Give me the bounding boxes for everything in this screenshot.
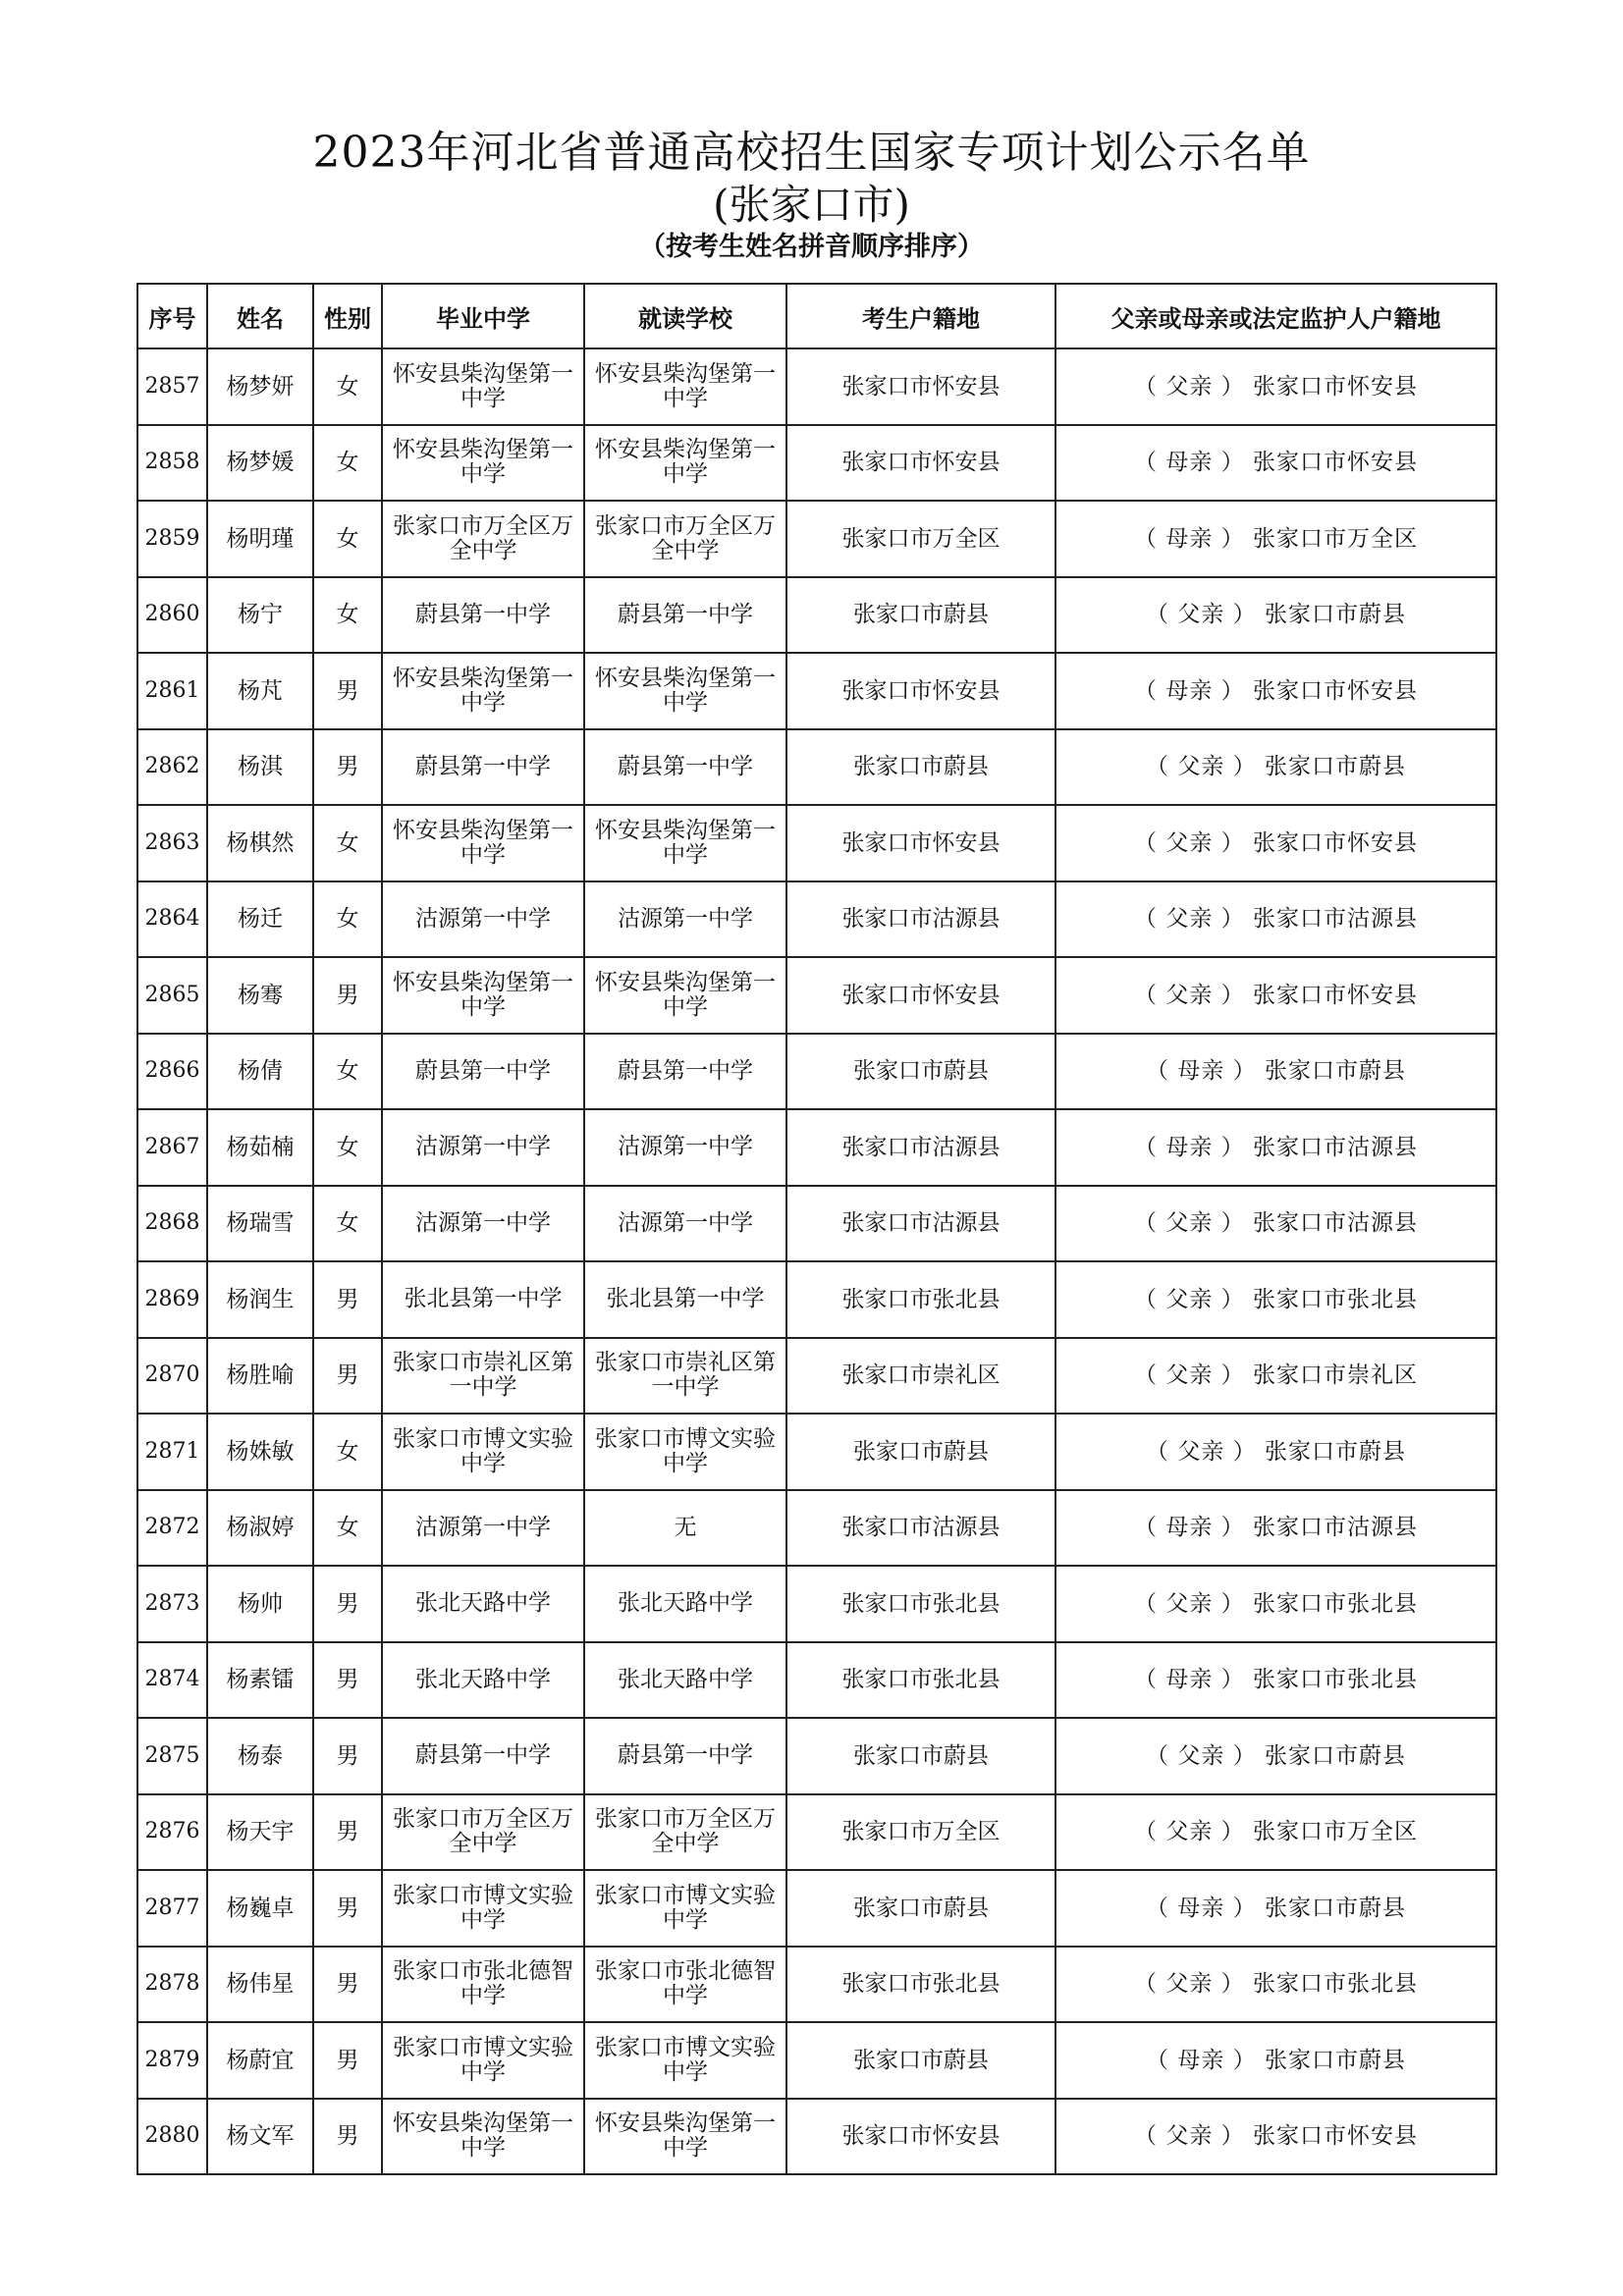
cell-graduated-school: 怀安县柴沟堡第一中学 [382, 348, 584, 425]
cell-current-school: 张家口市万全区万全中学 [584, 501, 786, 577]
cell-hukou: 张家口市蔚县 [786, 1034, 1055, 1110]
cell-hukou: 张家口市张北县 [786, 1642, 1055, 1719]
cell-sex: 女 [313, 805, 382, 881]
cell-graduated-school: 张北天路中学 [382, 1566, 584, 1642]
cell-current-school: 蔚县第一中学 [584, 1718, 786, 1794]
cell-current-school: 怀安县柴沟堡第一中学 [584, 957, 786, 1034]
cell-current-school: 张家口市张北德智中学 [584, 1947, 786, 2023]
cell-no: 2857 [137, 348, 207, 425]
cell-graduated-school: 蔚县第一中学 [382, 1718, 584, 1794]
cell-no: 2858 [137, 425, 207, 502]
cell-hukou: 张家口市万全区 [786, 501, 1055, 577]
table-row [137, 1794, 1496, 1871]
cell-hukou: 张家口市蔚县 [786, 1414, 1055, 1490]
cell-name: 杨棋然 [207, 805, 313, 881]
cell-no: 2880 [137, 2099, 207, 2175]
cell-guardian-hukou: （ 父亲 ） 张家口市沽源县 [1055, 1186, 1496, 1262]
cell-graduated-school: 怀安县柴沟堡第一中学 [382, 653, 584, 729]
cell-guardian-hukou: （ 父亲 ） 张家口市崇礼区 [1055, 1338, 1496, 1415]
cell-name: 杨泰 [207, 1718, 313, 1794]
cell-sex: 男 [313, 653, 382, 729]
cell-guardian-hukou: （ 父亲 ） 张家口市沽源县 [1055, 881, 1496, 958]
cell-sex: 男 [313, 729, 382, 806]
cell-name: 杨淑婷 [207, 1490, 313, 1567]
cell-current-school: 张家口市万全区万全中学 [584, 1794, 786, 1871]
cell-current-school: 张家口市崇礼区第一中学 [584, 1338, 786, 1415]
cell-current-school: 张家口市博文实验中学 [584, 1870, 786, 1947]
cell-no: 2860 [137, 577, 207, 654]
cell-no: 2878 [137, 1947, 207, 2023]
cell-guardian-hukou: （ 父亲 ） 张家口市张北县 [1055, 1566, 1496, 1642]
table-row [137, 1566, 1496, 1642]
cell-no: 2864 [137, 881, 207, 958]
student-list-table [136, 283, 1497, 2175]
cell-hukou: 张家口市怀安县 [786, 2099, 1055, 2175]
cell-name: 杨梦媛 [207, 425, 313, 502]
table-row [137, 729, 1496, 806]
cell-guardian-hukou: （ 父亲 ） 张家口市怀安县 [1055, 2099, 1496, 2175]
cell-graduated-school: 张北县第一中学 [382, 1261, 584, 1338]
cell-hukou: 张家口市怀安县 [786, 348, 1055, 425]
cell-sex: 女 [313, 1414, 382, 1490]
cell-name: 杨伟星 [207, 1947, 313, 2023]
cell-no: 2873 [137, 1566, 207, 1642]
cell-no: 2865 [137, 957, 207, 1034]
table-row [137, 348, 1496, 425]
cell-no: 2879 [137, 2022, 207, 2099]
cell-graduated-school: 张家口市万全区万全中学 [382, 501, 584, 577]
cell-hukou: 张家口市怀安县 [786, 805, 1055, 881]
cell-name: 杨天宇 [207, 1794, 313, 1871]
cell-sex: 男 [313, 1870, 382, 1947]
cell-no: 2861 [137, 653, 207, 729]
cell-sex: 女 [313, 348, 382, 425]
table-row [137, 653, 1496, 729]
cell-sex: 男 [313, 1566, 382, 1642]
cell-current-school: 蔚县第一中学 [584, 1034, 786, 1110]
sort-note: （按考生姓名拼音顺序排序） [639, 232, 984, 262]
cell-guardian-hukou: （ 母亲 ） 张家口市蔚县 [1055, 1870, 1496, 1947]
cell-graduated-school: 沽源第一中学 [382, 1186, 584, 1262]
cell-guardian-hukou: （ 父亲 ） 张家口市蔚县 [1055, 729, 1496, 806]
cell-current-school: 怀安县柴沟堡第一中学 [584, 805, 786, 881]
cell-sex: 男 [313, 1794, 382, 1871]
cell-guardian-hukou: （ 母亲 ） 张家口市万全区 [1055, 501, 1496, 577]
cell-current-school: 沽源第一中学 [584, 881, 786, 958]
cell-no: 2874 [137, 1642, 207, 1719]
table-row [137, 425, 1496, 502]
cell-name: 杨迁 [207, 881, 313, 958]
header-name: 姓名 [207, 284, 313, 348]
header-guardian-hukou: 父亲或母亲或法定监护人户籍地 [1055, 284, 1496, 348]
table-row [137, 1947, 1496, 2023]
cell-current-school: 怀安县柴沟堡第一中学 [584, 425, 786, 502]
cell-sex: 女 [313, 425, 382, 502]
cell-graduated-school: 张家口市博文实验中学 [382, 1870, 584, 1947]
cell-name: 杨梦妍 [207, 348, 313, 425]
cell-name: 杨骞 [207, 957, 313, 1034]
cell-sex: 男 [313, 1947, 382, 2023]
table-row [137, 1186, 1496, 1262]
cell-guardian-hukou: （ 母亲 ） 张家口市蔚县 [1055, 1034, 1496, 1110]
cell-name: 杨芃 [207, 653, 313, 729]
cell-hukou: 张家口市崇礼区 [786, 1338, 1055, 1415]
cell-guardian-hukou: （ 母亲 ） 张家口市蔚县 [1055, 2022, 1496, 2099]
table-row [137, 577, 1496, 654]
cell-name: 杨倩 [207, 1034, 313, 1110]
cell-graduated-school: 张家口市博文实验中学 [382, 1414, 584, 1490]
table-row [137, 1490, 1496, 1567]
cell-name: 杨淇 [207, 729, 313, 806]
cell-sex: 男 [313, 1338, 382, 1415]
cell-current-school: 怀安县柴沟堡第一中学 [584, 653, 786, 729]
cell-name: 杨帅 [207, 1566, 313, 1642]
cell-sex: 男 [313, 957, 382, 1034]
cell-current-school: 张北天路中学 [584, 1642, 786, 1719]
page-subtitle: (张家口市) [713, 181, 910, 229]
cell-guardian-hukou: （ 父亲 ） 张家口市张北县 [1055, 1947, 1496, 2023]
cell-name: 杨胜喻 [207, 1338, 313, 1415]
cell-graduated-school: 怀安县柴沟堡第一中学 [382, 425, 584, 502]
cell-sex: 男 [313, 1718, 382, 1794]
table-row [137, 1414, 1496, 1490]
cell-hukou: 张家口市蔚县 [786, 1870, 1055, 1947]
cell-hukou: 张家口市蔚县 [786, 729, 1055, 806]
cell-graduated-school: 张家口市张北德智中学 [382, 1947, 584, 2023]
cell-hukou: 张家口市怀安县 [786, 653, 1055, 729]
cell-no: 2870 [137, 1338, 207, 1415]
cell-guardian-hukou: （ 母亲 ） 张家口市沽源县 [1055, 1109, 1496, 1186]
cell-current-school: 怀安县柴沟堡第一中学 [584, 2099, 786, 2175]
cell-hukou: 张家口市万全区 [786, 1794, 1055, 1871]
table-row [137, 1870, 1496, 1947]
cell-current-school: 张家口市博文实验中学 [584, 1414, 786, 1490]
cell-graduated-school: 蔚县第一中学 [382, 1034, 584, 1110]
table-row [137, 2022, 1496, 2099]
cell-name: 杨蔚宜 [207, 2022, 313, 2099]
cell-sex: 女 [313, 1109, 382, 1186]
cell-hukou: 张家口市沽源县 [786, 1490, 1055, 1567]
cell-guardian-hukou: （ 父亲 ） 张家口市张北县 [1055, 1261, 1496, 1338]
table-row [137, 805, 1496, 881]
cell-name: 杨宁 [207, 577, 313, 654]
cell-hukou: 张家口市蔚县 [786, 1718, 1055, 1794]
cell-sex: 男 [313, 2099, 382, 2175]
table-row [137, 1642, 1496, 1719]
cell-guardian-hukou: （ 父亲 ） 张家口市怀安县 [1055, 957, 1496, 1034]
cell-guardian-hukou: （ 母亲 ） 张家口市怀安县 [1055, 653, 1496, 729]
cell-guardian-hukou: （ 父亲 ） 张家口市蔚县 [1055, 577, 1496, 654]
cell-graduated-school: 怀安县柴沟堡第一中学 [382, 957, 584, 1034]
cell-hukou: 张家口市怀安县 [786, 425, 1055, 502]
cell-no: 2867 [137, 1109, 207, 1186]
cell-hukou: 张家口市沽源县 [786, 881, 1055, 958]
cell-guardian-hukou: （ 父亲 ） 张家口市蔚县 [1055, 1414, 1496, 1490]
cell-sex: 女 [313, 881, 382, 958]
cell-no: 2868 [137, 1186, 207, 1262]
cell-hukou: 张家口市沽源县 [786, 1109, 1055, 1186]
cell-name: 杨润生 [207, 1261, 313, 1338]
cell-sex: 女 [313, 501, 382, 577]
cell-no: 2875 [137, 1718, 207, 1794]
table-row [137, 881, 1496, 958]
cell-name: 杨瑞雪 [207, 1186, 313, 1262]
cell-guardian-hukou: （ 父亲 ） 张家口市怀安县 [1055, 805, 1496, 881]
cell-sex: 女 [313, 1034, 382, 1110]
header-hukou: 考生户籍地 [786, 284, 1055, 348]
table-row [137, 1718, 1496, 1794]
table-row [137, 1338, 1496, 1415]
table-header-row [137, 284, 1496, 348]
cell-hukou: 张家口市沽源县 [786, 1186, 1055, 1262]
cell-current-school: 沽源第一中学 [584, 1186, 786, 1262]
header-current-school: 就读学校 [584, 284, 786, 348]
cell-graduated-school: 蔚县第一中学 [382, 577, 584, 654]
cell-no: 2872 [137, 1490, 207, 1567]
cell-name: 杨明瑾 [207, 501, 313, 577]
cell-name: 杨茹楠 [207, 1109, 313, 1186]
header-sex: 性别 [313, 284, 382, 348]
cell-guardian-hukou: （ 父亲 ） 张家口市万全区 [1055, 1794, 1496, 1871]
cell-sex: 男 [313, 2022, 382, 2099]
table-row [137, 957, 1496, 1034]
cell-graduated-school: 怀安县柴沟堡第一中学 [382, 805, 584, 881]
cell-no: 2869 [137, 1261, 207, 1338]
cell-hukou: 张家口市蔚县 [786, 2022, 1055, 2099]
cell-no: 2862 [137, 729, 207, 806]
cell-name: 杨姝敏 [207, 1414, 313, 1490]
page-title: 2023年河北省普通高校招生国家专项计划公示名单 [312, 128, 1311, 178]
cell-hukou: 张家口市蔚县 [786, 577, 1055, 654]
cell-sex: 男 [313, 1642, 382, 1719]
cell-guardian-hukou: （ 母亲 ） 张家口市沽源县 [1055, 1490, 1496, 1567]
cell-current-school: 蔚县第一中学 [584, 577, 786, 654]
cell-guardian-hukou: （ 母亲 ） 张家口市张北县 [1055, 1642, 1496, 1719]
cell-hukou: 张家口市张北县 [786, 1566, 1055, 1642]
cell-graduated-school: 沽源第一中学 [382, 1490, 584, 1567]
table-row [137, 1261, 1496, 1338]
cell-no: 2866 [137, 1034, 207, 1110]
cell-graduated-school: 张家口市万全区万全中学 [382, 1794, 584, 1871]
cell-graduated-school: 沽源第一中学 [382, 1109, 584, 1186]
cell-graduated-school: 张北天路中学 [382, 1642, 584, 1719]
cell-name: 杨文军 [207, 2099, 313, 2175]
cell-current-school: 蔚县第一中学 [584, 729, 786, 806]
cell-guardian-hukou: （ 父亲 ） 张家口市蔚县 [1055, 1718, 1496, 1794]
table-row [137, 1034, 1496, 1110]
cell-guardian-hukou: （ 父亲 ） 张家口市怀安县 [1055, 348, 1496, 425]
cell-current-school: 沽源第一中学 [584, 1109, 786, 1186]
cell-sex: 女 [313, 1186, 382, 1262]
cell-current-school: 无 [584, 1490, 786, 1567]
cell-no: 2877 [137, 1870, 207, 1947]
cell-no: 2859 [137, 501, 207, 577]
cell-no: 2871 [137, 1414, 207, 1490]
table-row [137, 1109, 1496, 1186]
cell-hukou: 张家口市怀安县 [786, 957, 1055, 1034]
cell-name: 杨素镭 [207, 1642, 313, 1719]
cell-no: 2876 [137, 1794, 207, 1871]
cell-hukou: 张家口市张北县 [786, 1947, 1055, 2023]
cell-sex: 女 [313, 1490, 382, 1567]
cell-graduated-school: 张家口市博文实验中学 [382, 2022, 584, 2099]
cell-graduated-school: 蔚县第一中学 [382, 729, 584, 806]
table-row [137, 2099, 1496, 2175]
table-row [137, 501, 1496, 577]
header-graduated-school: 毕业中学 [382, 284, 584, 348]
cell-no: 2863 [137, 805, 207, 881]
cell-graduated-school: 沽源第一中学 [382, 881, 584, 958]
cell-sex: 男 [313, 1261, 382, 1338]
cell-current-school: 怀安县柴沟堡第一中学 [584, 348, 786, 425]
cell-name: 杨巍卓 [207, 1870, 313, 1947]
cell-current-school: 张北天路中学 [584, 1566, 786, 1642]
cell-graduated-school: 张家口市崇礼区第一中学 [382, 1338, 584, 1415]
cell-current-school: 张北县第一中学 [584, 1261, 786, 1338]
cell-sex: 女 [313, 577, 382, 654]
cell-graduated-school: 怀安县柴沟堡第一中学 [382, 2099, 584, 2175]
header-no: 序号 [137, 284, 207, 348]
cell-current-school: 张家口市博文实验中学 [584, 2022, 786, 2099]
cell-guardian-hukou: （ 母亲 ） 张家口市怀安县 [1055, 425, 1496, 502]
cell-hukou: 张家口市张北县 [786, 1261, 1055, 1338]
